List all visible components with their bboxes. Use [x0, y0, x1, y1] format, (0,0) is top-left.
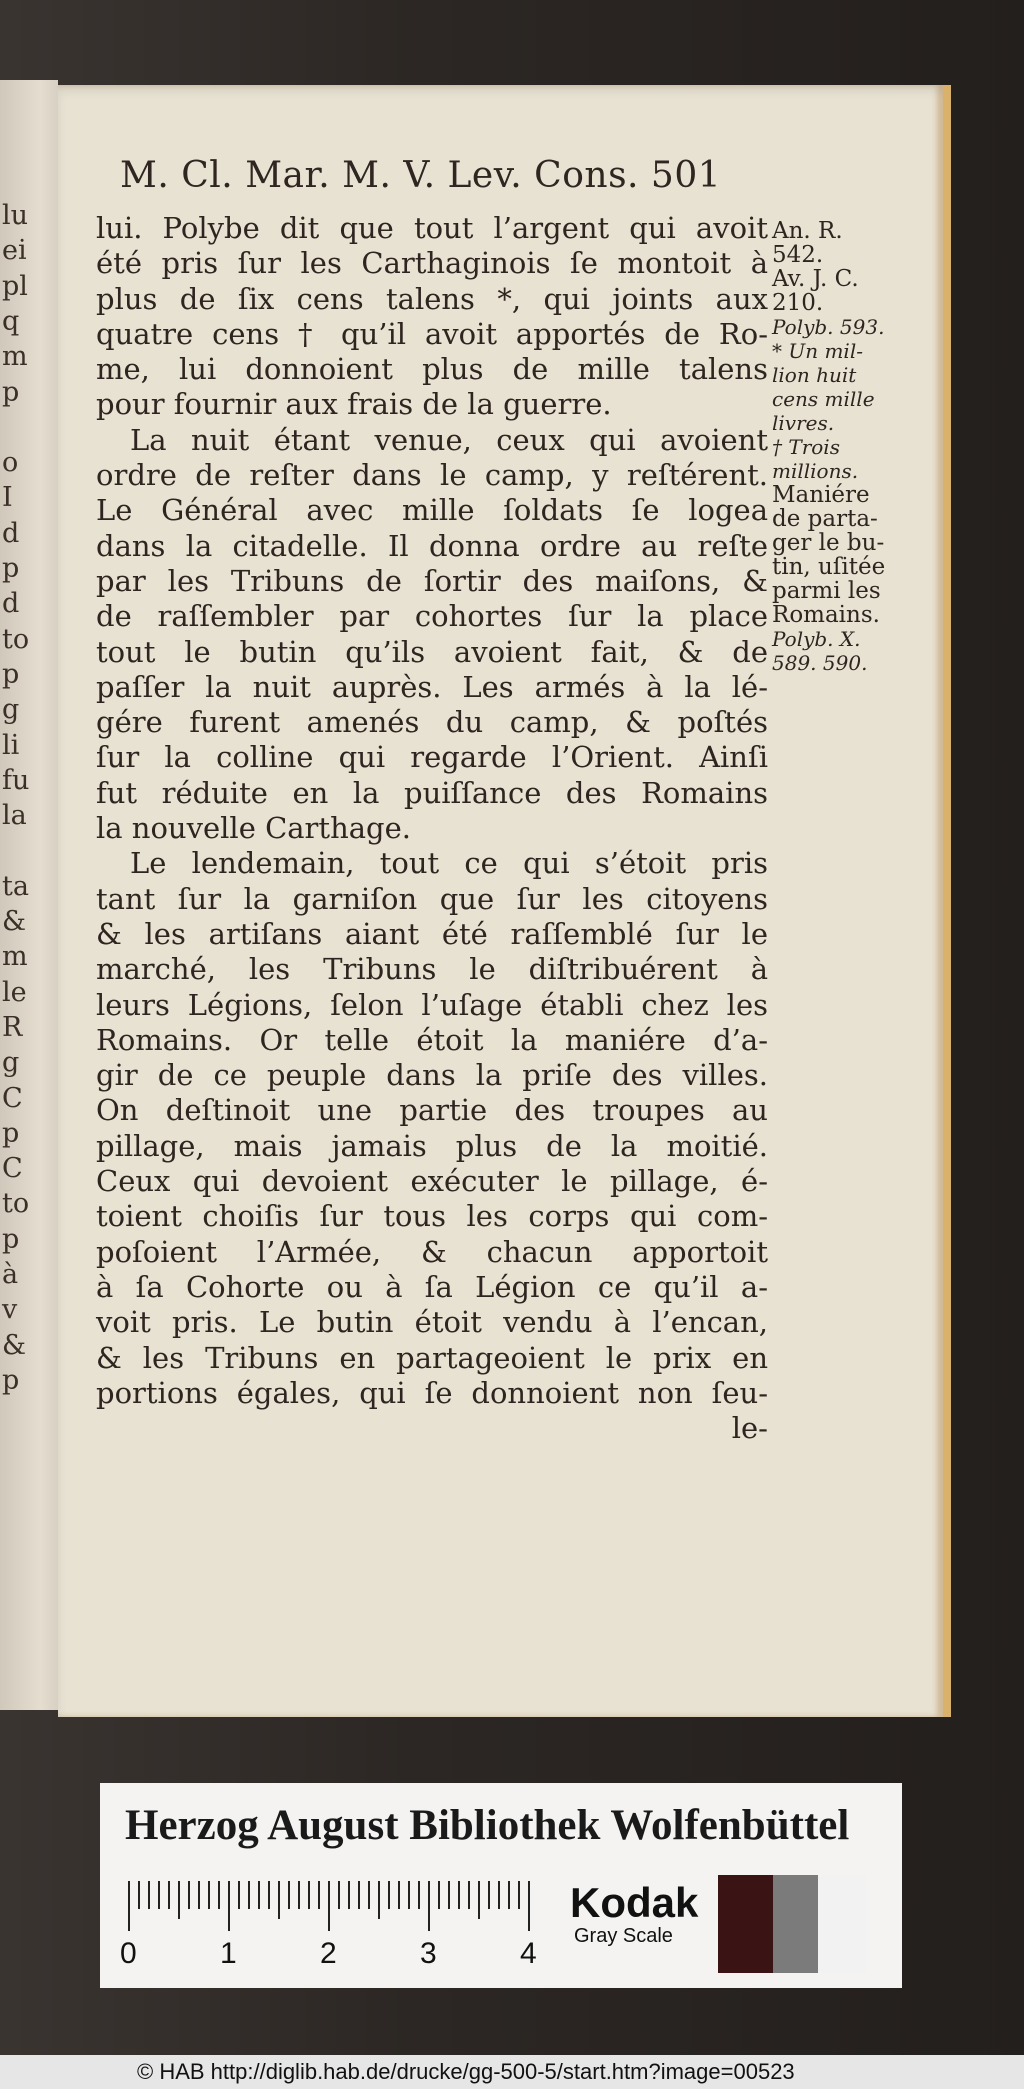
text-line: & les artiſans aiant été raſſemblé ſur le	[96, 916, 768, 951]
margin-note-line: Romains.	[772, 602, 880, 628]
adjacent-page-fragment: fu	[2, 764, 30, 796]
text-line: plus de ſix cens talens *, qui joints aux	[96, 281, 768, 316]
footer	[0, 2055, 1024, 2089]
card-title: Herzog August Bibliothek Wolfenbüttel	[125, 1802, 850, 1849]
text-line: portions égales, qui ſe donnoient non ſeu-	[96, 1375, 768, 1410]
ruler-tick	[518, 1881, 520, 1909]
running-head: M. Cl. Mar. M. V. Lev. Cons. 501	[120, 155, 722, 196]
gray-swatch-dark	[718, 1875, 773, 1973]
adjacent-page-fragment: C	[2, 1082, 23, 1114]
text-line: par les Tribuns de ſortir des maiſons, &	[96, 563, 768, 598]
adjacent-page-fragment: p	[2, 1117, 20, 1149]
text-line: gir de ce peuple dans la priſe des villes.	[96, 1058, 768, 1093]
text-line: poſoient l’Armée, & chacun apportoit	[96, 1234, 768, 1269]
margin-notes	[772, 219, 922, 675]
ruler-tick	[418, 1881, 420, 1909]
text-line: marché, les Tribuns le diſtribuérent à	[96, 952, 768, 987]
margin-note-line: 542.	[772, 242, 824, 268]
text-line: à ſa Cohorte ou à ſa Légion ce qu’il a-	[96, 1269, 768, 1304]
adjacent-page-fragment: q	[2, 305, 20, 337]
adjacent-page-fragment: v	[2, 1294, 18, 1326]
ruler-tick	[448, 1881, 450, 1909]
adjacent-page-fragment: R	[2, 1011, 23, 1043]
text-line: quatre cens † qu’il avoit apportés de Ro-	[96, 316, 768, 351]
text-line: pour fournir aux frais de la guerre.	[96, 387, 612, 422]
text-line: ſur la colline qui regarde l’Orient. Ainſi	[96, 740, 768, 775]
adjacent-page-fragment: I	[2, 482, 13, 514]
margin-note-line: 589. 590.	[772, 651, 868, 675]
margin-note-line: cens mille	[772, 387, 875, 411]
ruler-tick	[238, 1881, 240, 1909]
ruler-tick	[348, 1881, 350, 1909]
ruler-tick	[438, 1881, 440, 1909]
adjacent-page-fragment: d	[2, 588, 20, 620]
ruler-tick	[138, 1881, 140, 1909]
text-line: tant ſur la garniſon que ſur les citoyens	[96, 881, 768, 916]
ruler-tick	[388, 1881, 390, 1909]
text-line: On deſtinoit une partie des troupes au	[96, 1093, 768, 1128]
color-calibration-card	[100, 1783, 902, 1988]
margin-note-line: Maniére	[772, 482, 870, 508]
ruler-tick	[328, 1881, 330, 1931]
adjacent-page-fragment: lu	[2, 200, 29, 231]
ruler-tick	[228, 1881, 230, 1931]
adjacent-page-fragment: d	[2, 517, 20, 549]
adjacent-page-fragment: li	[2, 729, 20, 761]
ruler-tick	[278, 1881, 280, 1919]
adjacent-page-fragment: g	[2, 1047, 20, 1079]
gray-swatch-mid	[773, 1875, 818, 1973]
text-line: toient choiſis ſur tous les corps qui com-	[96, 1199, 768, 1234]
footer-credit: © HAB http://diglib.hab.de/drucke/gg-500-5/start.htm?image=00523	[137, 2059, 795, 2084]
ruler-number: 1	[220, 1937, 237, 1970]
adjacent-page-fragment: pl	[2, 270, 28, 302]
ruler-tick	[378, 1881, 380, 1919]
ruler-tick	[148, 1881, 150, 1909]
text-line: Le Général avec mille ſoldats ſe logea	[96, 493, 768, 528]
margin-note-line: * Un mil-	[772, 339, 863, 363]
ruler-number: 4	[520, 1937, 537, 1970]
ruler-number: 0	[120, 1937, 137, 1970]
ruler-tick	[358, 1881, 360, 1909]
adjacent-page-fragment: o	[2, 447, 19, 479]
text-line: été pris ſur les Carthaginois ſe montoit à	[96, 246, 768, 281]
adjacent-page-fragment: à	[2, 1259, 19, 1290]
margin-note-line: Polyb. X.	[772, 627, 861, 651]
text-line: ordre de reſter dans le camp, y reſtérent.	[96, 458, 768, 493]
adjacent-page-fragment: &	[2, 906, 27, 937]
adjacent-page-fragment: p	[2, 553, 20, 584]
ruler-tick	[268, 1881, 270, 1909]
text-line: me, lui donnoient plus de mille talens	[96, 352, 768, 387]
text-line: Le lendemain, tout ce qui s’étoit pris	[130, 846, 768, 881]
text-line: voit pris. Le butin étoit vendu à l’encan,	[96, 1305, 768, 1340]
margin-note-line: Polyb. 593.	[772, 315, 885, 339]
ruler-tick	[188, 1881, 190, 1909]
ruler-tick	[168, 1881, 170, 1909]
adjacent-page-fragment: to	[2, 623, 30, 655]
ruler-tick	[298, 1881, 300, 1909]
adjacent-page-fragment: le	[2, 976, 27, 1008]
ruler-tick	[528, 1881, 530, 1931]
adjacent-page-fragment: ta	[2, 870, 29, 902]
text-line: lui. Polybe dit que tout l’argent qui avoit	[96, 211, 768, 245]
gray-scale-label: Gray Scale	[574, 1925, 673, 1947]
margin-note-line: de parta-	[772, 506, 878, 532]
margin-note-line: livres.	[772, 411, 835, 435]
adjacent-page-fragment: m	[2, 941, 28, 973]
text-line: gére furent amenés du camp, & poſtés	[96, 705, 768, 740]
ruler-tick	[478, 1881, 480, 1919]
ruler-tick	[178, 1881, 180, 1919]
ruler-tick	[128, 1881, 130, 1931]
ruler-tick	[258, 1881, 260, 1909]
ruler-number: 3	[420, 1937, 437, 1970]
text-line: paſſer la nuit auprès. Les armés à la lé-	[96, 669, 768, 704]
ruler-tick	[288, 1881, 290, 1909]
adjacent-page-fragment: &	[2, 1329, 27, 1361]
adjacent-page-fragment: g	[2, 694, 20, 726]
ruler-tick	[458, 1881, 460, 1909]
text-line: tout le butin qu’ils avoient fait, & de	[96, 634, 768, 669]
ruler-tick	[308, 1881, 310, 1909]
adjacent-page-fragment: C	[2, 1153, 23, 1185]
adjacent-page-fragment: m	[2, 341, 28, 373]
margin-note-line: millions.	[772, 459, 859, 483]
body-text	[96, 211, 768, 1446]
text-line: la nouvelle Carthage.	[96, 811, 411, 846]
adjacent-page-fragment: p	[2, 376, 20, 408]
ruler-number: 2	[320, 1937, 337, 1970]
kodak-logo: Kodak	[570, 1879, 699, 1926]
ruler-tick	[218, 1881, 220, 1909]
adjacent-page-fragment: la	[2, 800, 27, 832]
adjacent-page-fragment: ei	[2, 235, 27, 267]
margin-note-line: † Trois	[772, 435, 840, 459]
margin-note-line: lion huit	[772, 363, 857, 387]
book-page	[58, 85, 951, 1717]
margin-note-line: 210.	[772, 290, 824, 316]
text-line: le-	[731, 1411, 768, 1446]
margin-note-line: Av. J. C.	[772, 266, 859, 292]
text-line: Romains. Or telle étoit la maniére d’a-	[96, 1022, 768, 1057]
adjacent-page-fragment: to	[2, 1188, 30, 1220]
margin-note-line: tin, uſitée	[772, 554, 886, 580]
text-line: leurs Légions, ſelon l’uſage établi chez les	[96, 987, 768, 1022]
margin-note-line: parmi les	[772, 578, 881, 604]
text-line: dans la citadelle. Il donna ordre au reſte	[96, 528, 768, 563]
ruler-tick	[318, 1881, 320, 1909]
text-line: pillage, mais jamais plus de la moitié.	[96, 1128, 768, 1163]
ruler-tick	[488, 1881, 490, 1909]
ruler-tick	[398, 1881, 400, 1909]
ruler-tick	[408, 1881, 410, 1909]
ruler-tick	[338, 1881, 340, 1909]
ruler-tick	[428, 1881, 430, 1931]
adjacent-page-fragment: p	[2, 1223, 20, 1255]
text-line: Ceux qui devoient exécuter le pillage, é-	[96, 1164, 768, 1199]
ruler-tick	[468, 1881, 470, 1909]
ruler-tick	[498, 1881, 500, 1909]
ruler-tick	[248, 1881, 250, 1909]
ruler-tick	[198, 1881, 200, 1909]
gray-swatch-light	[818, 1875, 866, 1973]
adjacent-page-strip	[0, 80, 58, 1710]
text-line: de raſſembler par cohortes ſur la place	[96, 599, 768, 634]
ruler-tick	[508, 1881, 510, 1909]
text-line: fut réduite en la puiſſance des Romains	[96, 775, 768, 810]
ruler-tick	[208, 1881, 210, 1909]
margin-note-line: ger le bu-	[772, 530, 885, 556]
text-line: La nuit étant venue, ceux qui avoient	[130, 422, 768, 457]
ruler-tick	[158, 1881, 160, 1909]
margin-note-line: An. R.	[772, 218, 843, 244]
adjacent-page-fragment: p	[2, 658, 20, 690]
ruler-tick	[368, 1881, 370, 1909]
text-line: & les Tribuns en partageoient le prix en	[96, 1340, 768, 1375]
scale-ruler	[120, 1881, 538, 1971]
adjacent-page-fragment: p	[2, 1364, 20, 1396]
